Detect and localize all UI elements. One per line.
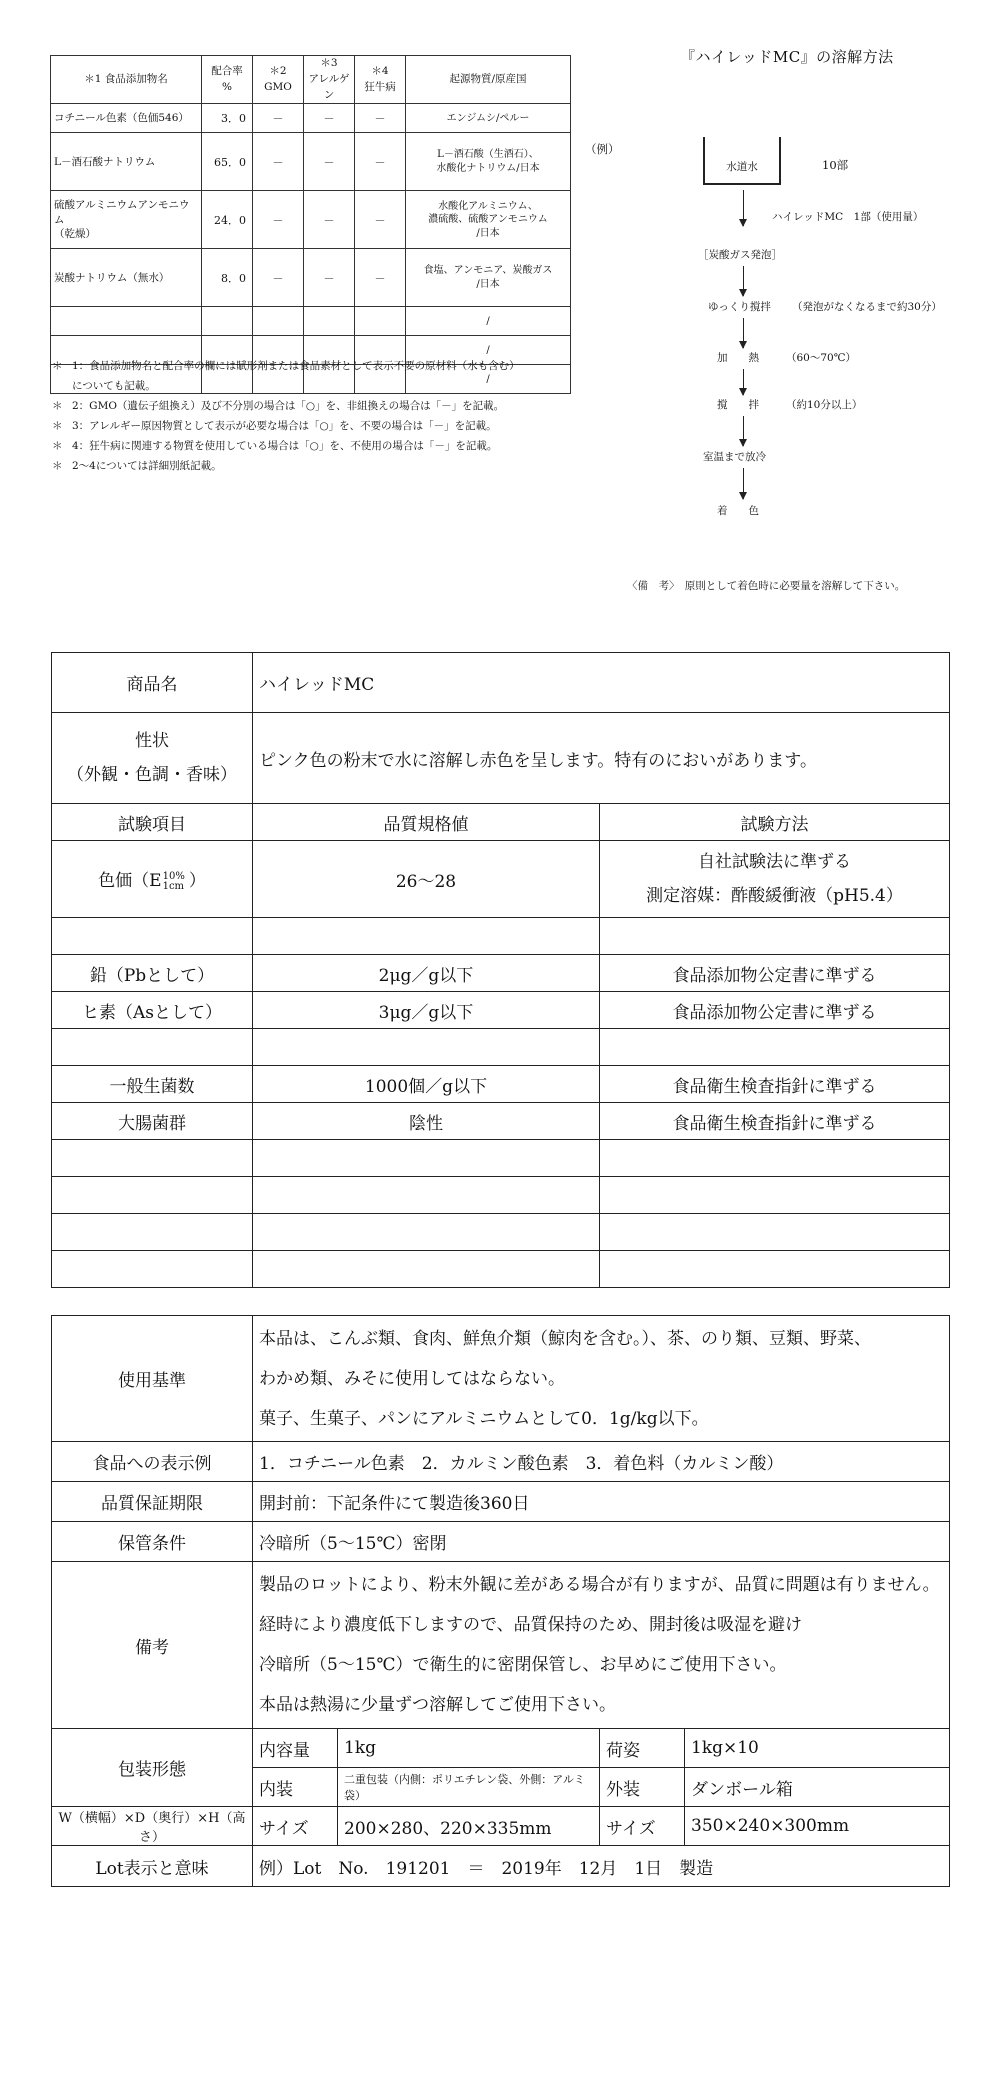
empty-cell bbox=[51, 307, 202, 336]
flow-arrow bbox=[743, 369, 744, 395]
inner-size: 200×280、220×335mm bbox=[338, 1807, 600, 1846]
arsenic-label: ヒ素（Asとして） bbox=[52, 992, 253, 1029]
empty-cell bbox=[253, 1177, 600, 1214]
note-item: ＊ 1：食品添加物名と配合率の欄には賦形剤または食品素材として表示不要の原材料（水も含む） bbox=[52, 360, 520, 372]
arsenic-spec: 3μg／g以下 bbox=[253, 992, 600, 1029]
additive-origin: 食塩、アンモニア、炭酸ガス /日本 bbox=[406, 249, 571, 307]
empty-cell bbox=[600, 1177, 950, 1214]
empty-cell bbox=[600, 1251, 950, 1288]
empty-cell bbox=[304, 307, 355, 336]
color-value-spec: 26～28 bbox=[253, 841, 600, 918]
inner-label: 内装 bbox=[253, 1768, 338, 1807]
additive-bse: － bbox=[355, 133, 406, 191]
labeling-label: 食品への表示例 bbox=[52, 1442, 253, 1482]
note-item: ＊ 4：狂牛病に関連する物質を使用している場合は「○」を、不使用の場合は「－」を記載。 bbox=[52, 440, 498, 452]
additive-name: L－酒石酸ナトリウム bbox=[51, 133, 202, 191]
method-remark: 〈備 考〉 原則として着色時に必要量を溶解して下さい。 bbox=[627, 580, 906, 592]
property-value: ピンク色の粉末で水に溶解し赤色を呈します。特有のにおいがあります。 bbox=[253, 713, 950, 804]
property-label: 性状 （外観・色調・香味） bbox=[52, 713, 253, 804]
empty-cell bbox=[52, 1029, 253, 1066]
beaker bbox=[703, 137, 781, 185]
additive-origin: エンジムシ/ペルー bbox=[406, 104, 571, 133]
lead-row bbox=[52, 955, 950, 992]
flow-arrow bbox=[743, 468, 744, 499]
step-stir-slow-note: （発泡がなくなるまで約30分） bbox=[792, 301, 942, 313]
additive-name: 硫酸アルミニウムアンモニウム （乾燥） bbox=[51, 191, 202, 249]
step-add: ハイレッドMC 1部（使用量） bbox=[772, 211, 924, 223]
pack-label: 荷姿 bbox=[600, 1729, 685, 1768]
additive-bse: － bbox=[355, 191, 406, 249]
note-item: ＊ 2～4については詳細別紙記載。 bbox=[52, 460, 222, 472]
example-label: （例） bbox=[585, 142, 620, 156]
empty-cell bbox=[52, 1140, 253, 1177]
lead-spec: 2μg／g以下 bbox=[253, 955, 600, 992]
empty-cell bbox=[600, 918, 950, 955]
bacteria-row bbox=[52, 1066, 950, 1103]
additive-gmo: － bbox=[253, 191, 304, 249]
outer-label: 外装 bbox=[600, 1768, 685, 1807]
outer-size-label: サイズ bbox=[600, 1807, 685, 1846]
additive-row bbox=[51, 191, 571, 249]
col-item: 試験項目 bbox=[52, 804, 253, 841]
product-name-row bbox=[52, 653, 950, 713]
additive-ratio: 8．0 bbox=[202, 249, 253, 307]
usage-standard-row bbox=[52, 1316, 950, 1442]
empty-cell bbox=[253, 918, 600, 955]
empty-cell bbox=[253, 1140, 600, 1177]
additive-row bbox=[51, 249, 571, 307]
header-name: ＊1 食品添加物名 bbox=[51, 56, 202, 104]
empty-cell bbox=[253, 1251, 600, 1288]
header-ratio: 配合率 % bbox=[202, 56, 253, 104]
col-method: 試験方法 bbox=[600, 804, 950, 841]
package-label: 包装形態 bbox=[52, 1729, 253, 1807]
additive-bse: － bbox=[355, 104, 406, 133]
water-parts: 10部 bbox=[822, 158, 849, 172]
additive-bse: － bbox=[355, 249, 406, 307]
step-heat: 加 熱 bbox=[717, 352, 759, 364]
additive-row bbox=[51, 133, 571, 191]
step-stir-slow: ゆっくり撹拌 bbox=[708, 301, 771, 313]
header-bse: ＊4 狂牛病 bbox=[355, 56, 406, 104]
additive-ratio: 65．0 bbox=[202, 133, 253, 191]
additive-allergen: － bbox=[304, 249, 355, 307]
size-row bbox=[52, 1807, 950, 1846]
additive-origin: / bbox=[406, 307, 571, 336]
empty-cell bbox=[600, 1214, 950, 1251]
additive-origin: / bbox=[406, 365, 571, 394]
empty-cell bbox=[600, 1140, 950, 1177]
outer-size: 350×240×300mm bbox=[685, 1807, 950, 1846]
lot-row bbox=[52, 1846, 950, 1887]
empty-cell bbox=[600, 1029, 950, 1066]
note-item: ＊ 2：GMO（遺伝子組換え）及び不分別の場合は「○」を、非組換えの場合は「－」を記載。 bbox=[52, 400, 505, 412]
arsenic-method: 食品添加物公定書に準ずる bbox=[600, 992, 950, 1029]
col-spec: 品質規格値 bbox=[253, 804, 600, 841]
lead-label: 鉛（Pbとして） bbox=[52, 955, 253, 992]
additive-allergen: － bbox=[304, 133, 355, 191]
bacteria-label: 一般生菌数 bbox=[52, 1066, 253, 1103]
flow-arrow bbox=[743, 190, 744, 226]
content-label: 内容量 bbox=[253, 1729, 338, 1768]
additive-origin: / bbox=[406, 336, 571, 365]
header-gmo: ＊2 GMO bbox=[253, 56, 304, 104]
shelf-life-label: 品質保証期限 bbox=[52, 1482, 253, 1522]
additive-ratio: 3．0 bbox=[202, 104, 253, 133]
empty-cell bbox=[253, 1214, 600, 1251]
water-label: 水道水 bbox=[726, 161, 758, 173]
outer-value: ダンボール箱 bbox=[685, 1768, 950, 1807]
lot-value: 例）Lot No. 191201 ＝ 2019年 12月 1日 製造 bbox=[253, 1846, 950, 1887]
flow-arrow bbox=[743, 318, 744, 348]
storage-row bbox=[52, 1522, 950, 1562]
property-row bbox=[52, 713, 950, 804]
size-label: サイズ bbox=[253, 1807, 338, 1846]
step-color: 着 色 bbox=[717, 505, 759, 517]
color-value-method: 自社試験法に準ずる 測定溶媒：酢酸緩衝液（pH5.4） bbox=[600, 841, 950, 918]
product-name-label: 商品名 bbox=[52, 653, 253, 713]
empty-cell bbox=[253, 1029, 600, 1066]
additive-notes bbox=[52, 356, 572, 476]
bacteria-method: 食品衛生検査指針に準ずる bbox=[600, 1066, 950, 1103]
color-value-row bbox=[52, 841, 950, 918]
additive-allergen: － bbox=[304, 104, 355, 133]
additive-row bbox=[51, 104, 571, 133]
remarks-label: 備考 bbox=[52, 1562, 253, 1729]
storage-label: 保管条件 bbox=[52, 1522, 253, 1562]
additive-ratio: 24．0 bbox=[202, 191, 253, 249]
coliform-method: 食品衛生検査指針に準ずる bbox=[600, 1103, 950, 1140]
color-value-label: 色価（E 10% 1cm ） bbox=[52, 841, 253, 918]
arsenic-row bbox=[52, 992, 950, 1029]
flow-arrow bbox=[743, 266, 744, 296]
empty-cell bbox=[253, 307, 304, 336]
pack-value: 1kg×10 bbox=[685, 1729, 950, 1768]
additive-allergen: － bbox=[304, 191, 355, 249]
coliform-row bbox=[52, 1103, 950, 1140]
content-value: 1kg bbox=[338, 1729, 600, 1768]
empty-cell bbox=[52, 1214, 253, 1251]
shelf-life-row bbox=[52, 1482, 950, 1522]
coliform-label: 大腸菌群 bbox=[52, 1103, 253, 1140]
header-origin: 起源物質/原産国 bbox=[406, 56, 571, 104]
empty-cell bbox=[52, 1177, 253, 1214]
remarks-value: 製品のロットにより、粉末外観に差がある場合が有りますが、品質に問題は有りません。 経時により濃度低下しますので、品質保持のため、開封後は吸湿を避け 冷暗所（5～15℃）で衛生的に密閉保管し、お早めにご使用下さい。 本品は熱湯に少量ずつ溶解してご使用下さい。 bbox=[253, 1562, 950, 1729]
coliform-spec: 陰性 bbox=[253, 1103, 600, 1140]
lead-method: 食品添加物公定書に準ずる bbox=[600, 955, 950, 992]
additive-origin: 水酸化アルミニウム、 濃硫酸、硫酸アンモニウム /日本 bbox=[406, 191, 571, 249]
note-item: ＊ 3：アレルギー原因物質として表示が必要な場合は「○」を、不要の場合は「－」を記載。 bbox=[52, 420, 497, 432]
package-row-1 bbox=[52, 1729, 950, 1768]
spec-table bbox=[51, 652, 950, 1288]
additive-name: コチニール色素（色価546） bbox=[51, 104, 202, 133]
empty-cell bbox=[52, 918, 253, 955]
usage-standard-label: 使用基準 bbox=[52, 1316, 253, 1442]
additive-origin: L－酒石酸（生酒石）、 水酸化ナトリウム/日本 bbox=[406, 133, 571, 191]
usage-table bbox=[51, 1315, 950, 1887]
additive-name: 炭酸ナトリウム（無水） bbox=[51, 249, 202, 307]
step-gas: ［炭酸ガス発泡］ bbox=[698, 249, 782, 261]
additive-header-row bbox=[51, 56, 571, 104]
step-stir: 撹 拌 bbox=[717, 399, 759, 411]
additive-empty-row bbox=[51, 307, 571, 336]
additive-gmo: － bbox=[253, 249, 304, 307]
labeling-value: 1．コチニール色素 2．カルミン酸色素 3．着色料（カルミン酸） bbox=[253, 1442, 950, 1482]
storage-value: 冷暗所（5～15℃）密閉 bbox=[253, 1522, 950, 1562]
additive-gmo: － bbox=[253, 133, 304, 191]
empty-cell bbox=[202, 307, 253, 336]
step-heat-note: （60～70℃） bbox=[786, 352, 856, 364]
empty-cell bbox=[52, 1251, 253, 1288]
header-allergen: ＊3 アレルゲン bbox=[304, 56, 355, 104]
product-name: ハイレッドMC bbox=[253, 653, 950, 713]
usage-standard-value: 本品は、こんぶ類、食肉、鮮魚介類（鯨肉を含む。）、茶、のり類、豆類、野菜、 わかめ類、みそに使用してはならない。 菓子、生菓子、パンにアルミニウムとして0．1g/kg以下。 bbox=[253, 1316, 950, 1442]
method-title: 『ハイレッドMC』の溶解方法 bbox=[680, 48, 894, 66]
empty-cell bbox=[355, 307, 406, 336]
shelf-life-value: 開封前：下記条件にて製造後360日 bbox=[253, 1482, 950, 1522]
flow-arrow bbox=[743, 416, 744, 446]
labeling-row bbox=[52, 1442, 950, 1482]
inner-value: 二重包装（内側：ポリエチレン袋、外側：アルミ袋） bbox=[338, 1768, 600, 1807]
note-item-cont: についても記載。 bbox=[72, 380, 156, 392]
remarks-row bbox=[52, 1562, 950, 1729]
additive-table bbox=[50, 55, 571, 394]
spec-column-header-row bbox=[52, 804, 950, 841]
lot-label: Lot表示と意味 bbox=[52, 1846, 253, 1887]
step-stir-note: （約10分以上） bbox=[786, 399, 863, 411]
additive-gmo: － bbox=[253, 104, 304, 133]
step-cool: 室温まで放冷 bbox=[703, 451, 766, 463]
dims-label: W（横幅）×D（奥行）×H（高さ） bbox=[52, 1807, 253, 1846]
bacteria-spec: 1000個／g以下 bbox=[253, 1066, 600, 1103]
